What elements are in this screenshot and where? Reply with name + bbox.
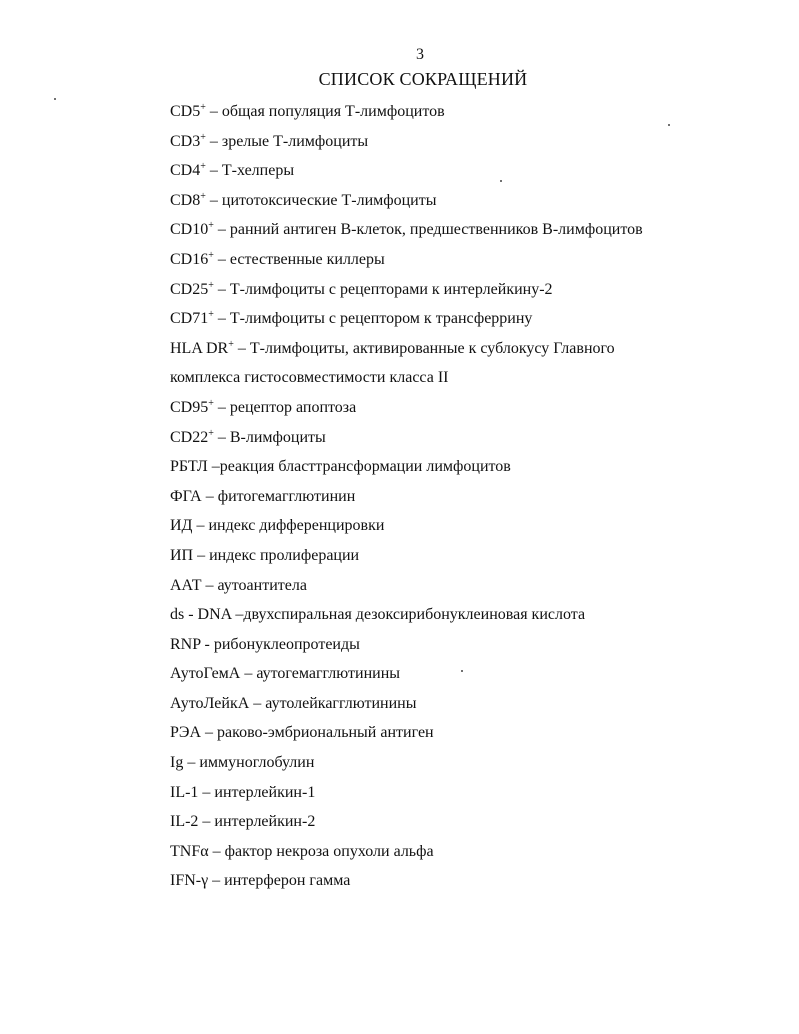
abbr-definition: – зрелые Т-лимфоциты — [205, 132, 369, 150]
abbr-code: CD16 — [170, 250, 209, 268]
abbr-superscript: + — [228, 338, 234, 350]
abbr-definition: – общая популяция Т-лимфоцитов — [205, 103, 445, 120]
list-item — [170, 807, 770, 837]
abbr-definition: – естественные киллеры — [213, 250, 385, 268]
list-item — [170, 689, 770, 719]
abbr-definition: RNP - рибонуклеопротеиды — [170, 635, 360, 653]
abbr-superscript: + — [208, 397, 214, 409]
abbr-definition: – рецептор апоптоза — [213, 398, 357, 416]
list-item — [170, 245, 770, 275]
abbr-definition: ААТ – аутоантитела — [170, 576, 307, 594]
abbr-superscript: + — [200, 131, 206, 143]
list-item — [170, 363, 770, 393]
abbr-definition: IFN-γ – интерферон гамма — [170, 872, 351, 890]
list-item — [170, 452, 770, 482]
abbr-superscript: + — [200, 190, 206, 202]
abbr-definition: IL-2 – интерлейкин-2 — [170, 813, 316, 831]
abbr-code: CD10 — [170, 221, 209, 239]
abbr-definition: комплекса гистосовместимости класса II — [170, 369, 449, 387]
abbr-code: CD5 — [170, 103, 201, 120]
list-item — [170, 778, 770, 808]
abbr-code: CD4 — [170, 162, 201, 180]
abbreviation-list — [170, 97, 770, 896]
abbr-code: CD25 — [170, 280, 209, 298]
list-item — [170, 156, 770, 186]
abbr-code: HLA DR — [170, 339, 229, 357]
abbr-definition: АутоЛейкА – аутолейкагглютинины — [170, 694, 417, 712]
abbr-definition: – Т-лимфоциты, активированные к сублокусу Главного — [233, 339, 615, 357]
abbr-definition: АутоГемА – аутогемагглютинины — [170, 665, 401, 683]
abbr-superscript: + — [208, 279, 214, 291]
scan-speck — [54, 98, 56, 100]
abbr-superscript: + — [208, 220, 214, 232]
scan-speck — [461, 670, 463, 672]
list-item — [170, 393, 770, 423]
abbr-code: CD71 — [170, 310, 209, 328]
abbr-definition: – цитотоксические Т-лимфоциты — [205, 191, 437, 209]
abbr-definition: – Т-лимфоциты с рецептором к трансферрину — [213, 310, 533, 328]
abbr-code: CD22 — [170, 428, 209, 446]
list-item — [170, 423, 770, 453]
list-item — [170, 127, 770, 157]
abbr-superscript: + — [208, 249, 214, 261]
abbr-definition: IL-1 – интерлейкин-1 — [170, 783, 316, 801]
scan-speck — [668, 124, 670, 126]
list-item — [170, 97, 770, 127]
list-item — [170, 571, 770, 601]
list-item — [170, 718, 770, 748]
page-number: 3 — [416, 46, 424, 63]
abbr-superscript: + — [200, 161, 206, 173]
list-item — [170, 511, 770, 541]
abbr-definition: – Т-хелперы — [205, 162, 295, 180]
abbr-definition: РБТЛ –реакция бласттрансформации лимфоцитов — [170, 458, 511, 476]
abbr-definition: РЭА – раково-эмбриональный антиген — [170, 724, 434, 742]
abbr-definition: ФГА – фитогемагглютинин — [170, 487, 356, 505]
abbr-definition: ds - DNA –двухспиральная дезоксирибонуклеиновая кислота — [170, 606, 586, 624]
abbr-definition: ИП – индекс пролиферации — [170, 546, 360, 564]
list-item — [170, 482, 770, 512]
list-item — [170, 866, 770, 896]
abbr-definition: ИД – индекс дифференцировки — [170, 517, 385, 535]
list-item — [170, 600, 770, 630]
abbr-code: CD3 — [170, 132, 201, 150]
abbr-definition: – ранний антиген В-клеток, предшественников В-лимфоцитов — [213, 221, 643, 239]
list-item — [170, 630, 770, 660]
list-item — [170, 837, 770, 867]
page-title: СПИСОК СОКРАЩЕНИЙ — [318, 69, 528, 89]
list-item — [170, 541, 770, 571]
list-item — [170, 215, 770, 245]
list-item — [170, 186, 770, 216]
abbr-superscript: + — [208, 309, 214, 321]
abbr-superscript: + — [208, 427, 214, 439]
list-item — [170, 334, 770, 364]
abbr-definition: – В-лимфоциты — [213, 428, 326, 446]
list-item — [170, 748, 770, 778]
abbr-code: CD8 — [170, 191, 201, 209]
abbr-definition: TNFα – фактор некроза опухоли альфа — [170, 842, 434, 860]
abbr-definition: – Т-лимфоциты с рецепторами к интерлейкину-2 — [213, 280, 553, 298]
abbr-superscript: + — [200, 102, 206, 113]
list-item — [170, 659, 770, 689]
abbr-code: CD95 — [170, 398, 209, 416]
scan-speck — [500, 180, 502, 182]
abbr-definition: Ig – иммуноглобулин — [170, 754, 315, 772]
list-item — [170, 304, 770, 334]
list-item — [170, 275, 770, 305]
